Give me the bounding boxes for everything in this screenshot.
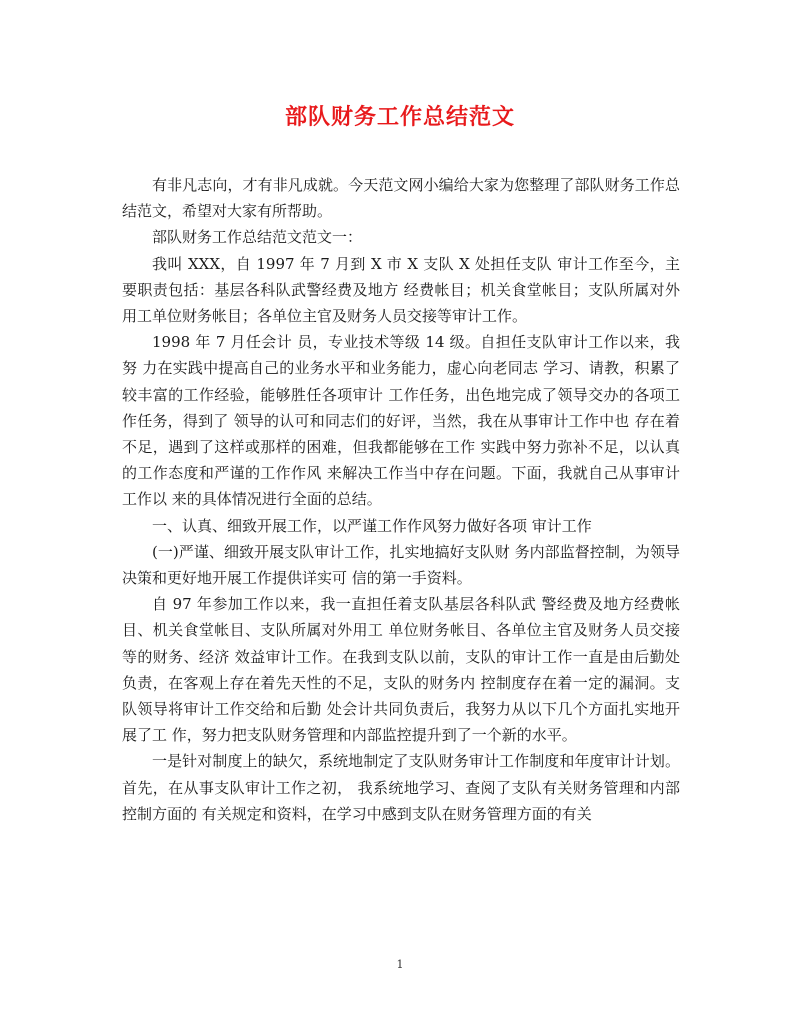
paragraph-experience: 1998 年 7 月任会计 员，专业技术等级 14 级。自担任支队审计工作以来，我努 力在实践中提高自己的业务水平和业务能力，虚心向老同志 学习、请教，积累了较丰富的工作经验，能够胜任各项审计 工作任务，出色地完成了领导交办的各项工作任务，得到了 领导的认可和同志们的好评，当然，我在从事审计工作中也 存在着不足，遇到了这样或那样的困难，但我都能够在工作 实践中努力弥补不足，以认真的工作态度和严谨的工作作风 来解决工作当中存在问题。下面，我就自己从事审计工作以 来的具体情况进行全面的总结。 — [122, 333, 680, 509]
subsection-heading: (一)严谨、细致开展支队审计工作，扎实地搞好支队财 务内部监督控制，为领导决策和更好地开展工作提供详实可 信的第一手资料。 — [122, 542, 680, 588]
paragraph-subtitle: 部队财务工作总结范文范文一： — [152, 228, 363, 247]
section-heading: 一、认真、细致开展工作，以严谨工作作风努力做好各项 审计工作 — [152, 516, 592, 535]
page-number: 1 — [396, 958, 404, 971]
paragraph-work-history: 自 97 年参加工作以来，我一直担任着支队基层各科队武 警经费及地方经费帐目、机关食堂帐目、支队所属对外用工 单位财务帐目、各单位主官及财务人员交接等的财务、经济 效益审计工作。在我到支队以前，支队的审计工作一直是由后勤处负责，在客观上存在着先天性的不足，支队的财务内 控制度存在着一定的漏洞。支队领导将审计工作交给和后勤 处会计共同负责后，我努力从以下几个方面扎实地开展了工 作，努力把支队财务管理和内部监控提升到了一个新的水平。 — [122, 595, 680, 745]
document-body — [122, 172, 680, 827]
paragraph-self-introduction: 我叫 XXX，自 1997 年 7 月到 X 市 X 支队 X 处担任支队 审计工作至今，主要职责包括：基层各科队武警经费及地方 经费帐目；机关食堂帐目；支队所属对外用工单位财务帐目；各单位主官及财务人员交接等审计工作。 — [122, 254, 680, 326]
paragraph-first-point: 一是针对制度上的缺欠，系统地制定了支队财务审计工作制度和年度审计计划。首先，在从事支队审计工作之初， 我系统地学习、查阅了支队有关财务管理和内部控制方面的 有关规定和资料，在学习中感到支队在财务管理方面的有关 — [122, 752, 680, 823]
document-title: 部队财务工作总结范文 — [284, 105, 515, 130]
paragraph-intro: 有非凡志向，才有非凡成就。今天范文网小编给大家为您整理了部队财务工作总结范文，希望对大家有所帮助。 — [122, 176, 680, 221]
